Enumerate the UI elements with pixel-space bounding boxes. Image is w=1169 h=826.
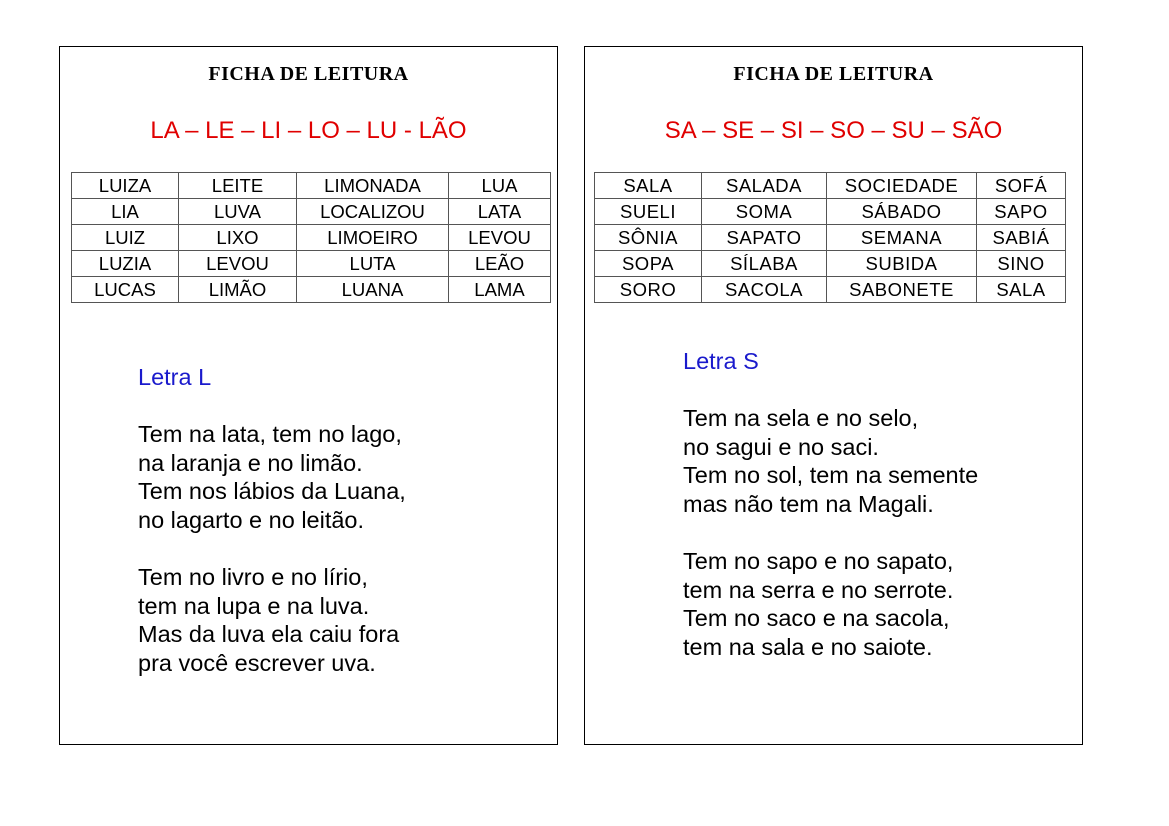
table-cell: SALA (977, 277, 1066, 303)
table-cell: SACOLA (702, 277, 827, 303)
table-cell: LIMONADA (297, 173, 449, 199)
table-cell: LUZIA (72, 251, 179, 277)
poem-stanza (683, 404, 978, 518)
table-row (72, 199, 551, 225)
reading-card-l (59, 46, 558, 745)
word-table (71, 172, 551, 303)
table-cell: LUIZ (72, 225, 179, 251)
poem-line: Tem nos lábios da Luana, (138, 478, 406, 505)
table-cell: SABONETE (827, 277, 977, 303)
poem-line: Mas da luva ela caiu fora (138, 621, 400, 648)
table-cell: SOPA (595, 251, 702, 277)
table-cell: LIXO (179, 225, 297, 251)
poem-line: tem na lupa e na luva. (138, 592, 370, 619)
card-title: FICHA DE LEITURA (733, 63, 934, 85)
table-cell: LUVA (179, 199, 297, 225)
poem-title: Letra S (683, 348, 759, 374)
table-row (595, 251, 1066, 277)
table-cell: SAPO (977, 199, 1066, 225)
table-cell: LUTA (297, 251, 449, 277)
table-cell: SAPATO (702, 225, 827, 251)
table-cell: SALA (595, 173, 702, 199)
syllables-heading: LA – LE – LI – LO – LU - LÃO (150, 117, 467, 144)
table-row (595, 277, 1066, 303)
poem-line: Tem no livro e no lírio, (138, 564, 368, 591)
table-cell: LAMA (449, 277, 551, 303)
poem-line: na laranja e no limão. (138, 449, 363, 476)
poem (138, 363, 406, 706)
table-row (72, 277, 551, 303)
word-table (594, 172, 1066, 303)
poem-line: Tem na sela e no selo, (683, 405, 919, 432)
poem-line: tem na serra e no serrote. (683, 576, 954, 603)
table-cell: SUBIDA (827, 251, 977, 277)
table-row (595, 173, 1066, 199)
poem-line: no lagarto e no leitão. (138, 506, 365, 533)
table-cell: LOCALIZOU (297, 199, 449, 225)
table-row (72, 225, 551, 251)
table-cell: SALADA (702, 173, 827, 199)
table-cell: LUIZA (72, 173, 179, 199)
poem-line: Tem no saco e na sacola, (683, 605, 950, 632)
table-cell: SÍLABA (702, 251, 827, 277)
table-cell: LEVOU (449, 225, 551, 251)
table-row (595, 199, 1066, 225)
table-row (595, 225, 1066, 251)
poem-title: Letra L (138, 364, 212, 390)
reading-card-s (584, 46, 1083, 745)
table-cell: LUANA (297, 277, 449, 303)
poem-line: no sagui e no saci. (683, 433, 879, 460)
table-cell: LUCAS (72, 277, 179, 303)
table-cell: LUA (449, 173, 551, 199)
table-cell: LIMOEIRO (297, 225, 449, 251)
poem-stanza (138, 420, 406, 534)
syllables-heading: SA – SE – SI – SO – SU – SÃO (664, 117, 1003, 144)
table-cell: LIA (72, 199, 179, 225)
card-title: FICHA DE LEITURA (208, 63, 409, 85)
table-row (72, 173, 551, 199)
table-cell: LIMÃO (179, 277, 297, 303)
table-cell: SUELI (595, 199, 702, 225)
table-cell: LATA (449, 199, 551, 225)
poem (683, 347, 978, 690)
poem-stanza (138, 563, 406, 677)
table-row (72, 251, 551, 277)
table-cell: SEMANA (827, 225, 977, 251)
table-cell: SÁBADO (827, 199, 977, 225)
table-cell: SOMA (702, 199, 827, 225)
table-cell: SÔNIA (595, 225, 702, 251)
poem-line: Tem no sapo e no sapato, (683, 548, 954, 575)
table-cell: SORO (595, 277, 702, 303)
table-cell: SINO (977, 251, 1066, 277)
table-cell: LEÃO (449, 251, 551, 277)
poem-line: mas não tem na Magali. (683, 490, 934, 517)
table-cell: LEITE (179, 173, 297, 199)
table-cell: SOCIEDADE (827, 173, 977, 199)
table-cell: LEVOU (179, 251, 297, 277)
table-cell: SABIÁ (977, 225, 1066, 251)
poem-line: tem na sala e no saiote. (683, 633, 933, 660)
poem-line: Tem na lata, tem no lago, (138, 421, 402, 448)
poem-line: pra você escrever uva. (138, 649, 376, 676)
poem-line: Tem no sol, tem na semente (683, 462, 979, 489)
table-cell: SOFÁ (977, 173, 1066, 199)
poem-stanza (683, 547, 978, 661)
